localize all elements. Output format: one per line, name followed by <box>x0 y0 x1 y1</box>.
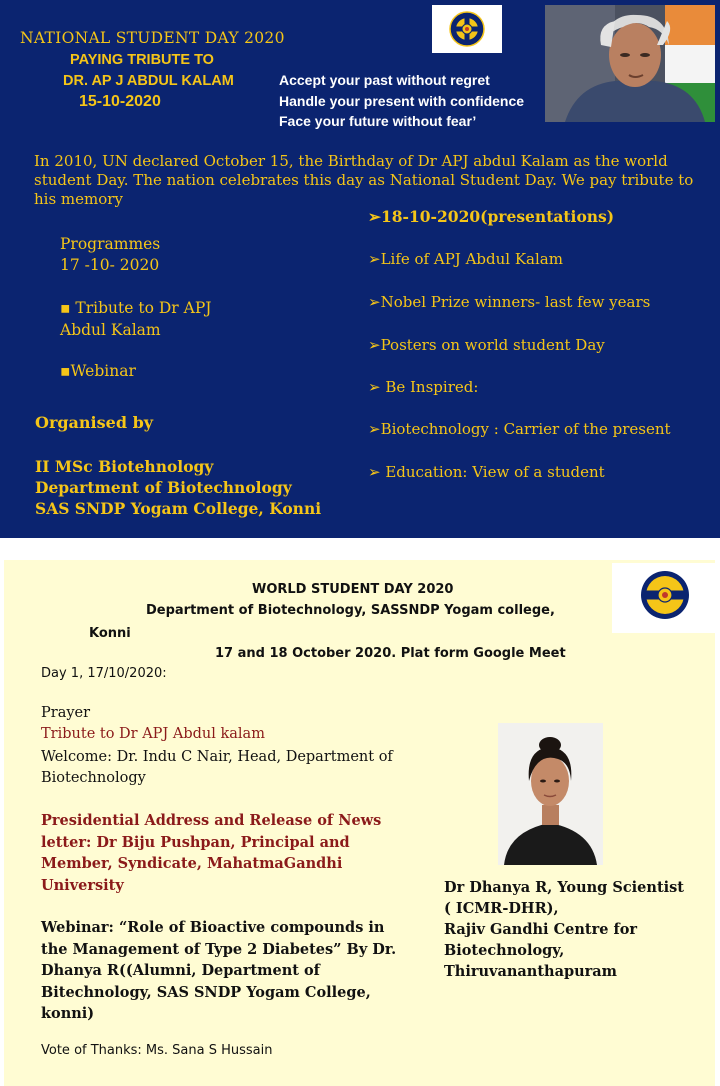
kalam-portrait <box>545 5 715 122</box>
event-title: WORLD STUDENT DAY 2020 <box>252 582 454 597</box>
organiser-line: SAS SNDP Yogam College, Konni <box>35 499 322 518</box>
college-emblem-icon <box>449 11 485 47</box>
speaker-line: ( ICMR-DHR), <box>444 900 559 917</box>
speaker-line: Dr Dhanya R, Young Scientist <box>444 879 685 896</box>
programmes-heading <box>60 234 160 276</box>
presentation-item: ➢Posters on world student Day <box>368 336 605 354</box>
speaker-details <box>444 877 714 982</box>
day1-label: Day 1, 17/10/2020: <box>41 666 167 681</box>
organiser-block <box>35 456 321 519</box>
agenda-prayer: Prayer <box>41 705 91 721</box>
college-emblem-icon <box>640 570 690 620</box>
intro-paragraph: In 2010, UN declared October 15, the Birthday of Dr APJ abdul Kalam as the world student Day. The nation celebrates this day as National Student Day. We pay tribute to his memory <box>34 152 694 208</box>
kalam-quote <box>279 70 524 132</box>
presentation-item: ➢ Be Inspired: <box>368 378 479 396</box>
quote-line: Face your future without fear’ <box>279 113 477 129</box>
presentation-item: ➢Nobel Prize winners- last few years <box>368 293 651 311</box>
programmes-date: 17 -10- 2020 <box>60 256 160 274</box>
location-line: Konni <box>89 626 131 641</box>
organiser-line: II MSc Biotehnology <box>35 457 214 476</box>
agenda-vote-of-thanks: Vote of Thanks: Ms. Sana S Hussain <box>41 1043 273 1058</box>
speaker-line: Thiruvananthapuram <box>444 963 618 980</box>
presentation-item: ➢Life of APJ Abdul Kalam <box>368 250 563 268</box>
speaker-photo <box>498 723 603 865</box>
event-dates: 17 and 18 October 2020. Plat form Google Meet <box>215 646 566 661</box>
organiser-line: Department of Biotechnology <box>35 478 292 497</box>
kalam-name-line: DR. AP J ABDUL KALAM <box>63 73 234 89</box>
tribute-date: 15-10-2020 <box>79 93 161 110</box>
poster-divider <box>0 538 720 560</box>
presentation-item: ➢Biotechnology : Carrier of the present <box>368 420 671 438</box>
presentation-item: ➢ Education: View of a student <box>368 463 605 481</box>
programme-item-webinar: ▪Webinar <box>60 362 136 380</box>
speaker-line: Rajiv Gandhi Centre for <box>444 921 638 938</box>
quote-line: Handle your present with confidence <box>279 92 525 109</box>
programmes-label: Programmes <box>60 235 161 253</box>
agenda-webinar: Webinar: “Role of Bioactive compounds in the Management of Type 2 Diabetes” By Dr. Dhanya R((Alumni, Department of Bitechnology, SAS SNDP Yogam College, konni) <box>41 919 397 1022</box>
presentations-date: ➢18-10-2020(presentations) <box>368 207 615 226</box>
agenda-welcome: Welcome: Dr. Indu C Nair, Head, Department of Biotechnology <box>41 749 393 786</box>
poster-heading: NATIONAL STUDENT DAY 2020 <box>20 29 285 47</box>
agenda-tribute: Tribute to Dr APJ Abdul kalam <box>41 726 265 742</box>
paying-tribute-line: PAYING TRIBUTE TO <box>70 52 214 68</box>
agenda-presidential-address: Presidential Address and Release of News letter: Dr Biju Pushpan, Principal and Member, Syndicate, MahatmaGandhi University <box>41 812 382 894</box>
department-line: Department of Biotechnology, SASSNDP Yogam college, <box>146 603 555 618</box>
quote-line: Accept your past without regret <box>279 72 490 88</box>
programme-item-tribute: ▪ Tribute to Dr APJ Abdul Kalam <box>60 299 212 339</box>
speaker-line: Biotechnology, <box>444 942 565 959</box>
organised-by-label: Organised by <box>35 413 154 432</box>
